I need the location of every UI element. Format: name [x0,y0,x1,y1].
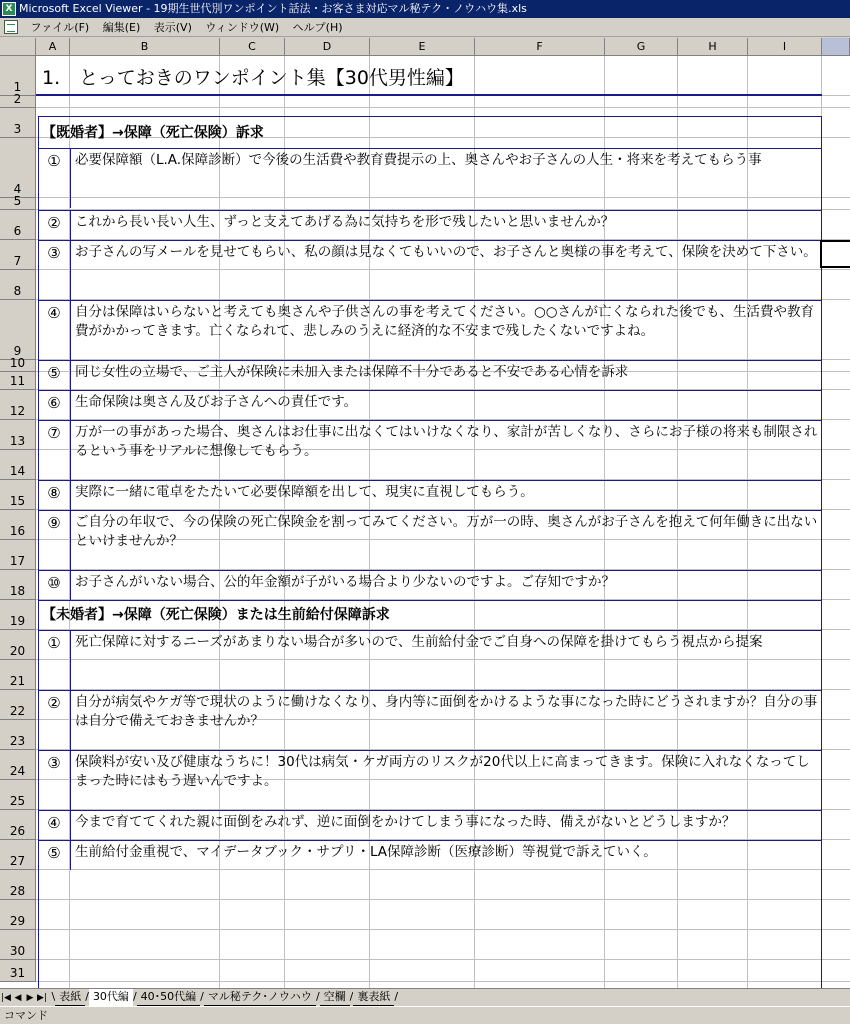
single-section-heading[interactable]: 【未婚者】→保障（死亡保険）または生前給付保障訴求 [42,607,390,623]
item-separator [38,630,822,631]
number-divider [70,840,71,870]
married-item-text[interactable]: ご自分の年収で、今の保険の死亡保険金を割ってみてください。万が一の時、奥さんがお子さんを抱えて何年働きに出ないといけませんか？ [75,514,818,549]
sheet-title[interactable]: 1. とっておきのワンポイント集【30代男性編】 [42,67,464,89]
row-number: 1 [13,80,22,94]
row-header[interactable] [0,780,36,810]
single-item-number: ⑤ [47,844,61,862]
number-divider [70,210,71,240]
item-separator [38,240,822,241]
row-number: 9 [13,344,22,358]
married-item-text[interactable]: お子さんの写メールを見せてもらい、私の顔は見なくてもいいので、お子さんと奥様の事を考えて、保険を決めて下さい。 [75,244,817,260]
number-divider [70,690,71,750]
married-item-number: ⑩ [47,574,61,592]
menu-window[interactable]: ウィンドウ(W) [205,21,280,34]
row-number: 17 [9,554,26,568]
sheet-tab-bar [0,988,850,1006]
sheet-tab[interactable]: マル秘テク･ノウハウ [204,989,316,1006]
row-header[interactable] [0,56,36,96]
row-header[interactable] [0,600,36,630]
row-number: 12 [9,404,26,418]
row-number: 21 [9,674,26,688]
row-header[interactable] [0,930,36,960]
sheet-tab[interactable]: 空欄 [320,989,350,1006]
row-header[interactable] [0,300,36,360]
row-number: 3 [13,122,22,136]
married-item-number: ③ [47,244,61,262]
single-item-text[interactable]: 保険料が安い及び健康なうちに！30代は病気・ケガ両方のリスクが20代以上に高まってきます。保険に入れなくなってしまった時にはもう遅いんですよ。 [75,754,810,789]
married-item-number: ② [47,214,61,232]
married-item-text[interactable]: 同じ女性の立場で、ご主人が保険に未加入または保障不十分であると不安である心情を訴求 [75,364,629,380]
prev-sheet-icon[interactable]: ◀ [14,993,22,1003]
row-number: 10 [9,356,26,370]
excel-app-icon: X [2,2,16,16]
row-number: 6 [13,224,22,238]
row-number: 28 [9,884,26,898]
row-header[interactable] [0,810,36,840]
tab-divider: / [349,990,354,1003]
menu-help[interactable]: ヘルプ(H) [292,21,343,34]
menu-edit[interactable]: 編集(E) [102,21,141,34]
row-header[interactable] [0,420,36,450]
item-separator [38,810,822,811]
tab-divider: \ [51,990,56,1003]
row-header[interactable] [0,900,36,930]
number-divider [70,480,71,510]
married-item-text[interactable]: 万が一の事があった場合、奥さんはお仕事に出なくてはいけなくなり、家計が苦しくなり、さらにお子様の将来も制限されるという事をリアルに想像してもらう。 [75,424,818,459]
item-separator [38,480,822,481]
section-separator [38,600,822,601]
row-header[interactable] [0,390,36,420]
row-header[interactable] [0,194,36,210]
row-number: 30 [9,944,26,958]
first-sheet-icon[interactable]: |◀ [1,993,11,1003]
column-header[interactable]: C [220,38,285,56]
row-header[interactable] [0,210,36,240]
menu-file[interactable]: ファイル(F) [30,21,90,34]
row-number: 27 [9,854,26,868]
row-number: 31 [9,966,26,980]
sheet-tab[interactable]: 40･50代編 [137,989,201,1006]
row-header[interactable] [0,372,36,390]
column-header[interactable]: F [475,38,605,56]
row-number: 18 [9,584,26,598]
number-divider [70,390,71,420]
married-item-text[interactable]: 自分は保障はいらないと考えても奥さんや子供さんの事を考えてください。○○さんが亡くなられた後でも、生活費や教育費がかかってきます。亡くなられて、悲しみのうえに経済的な不安まで残したくないですよね。 [75,304,815,339]
row-number: 11 [9,374,26,388]
married-item-text[interactable]: これから長い長い人生、ずっと支えてあげる為に気持ちを形で残したいと思いませんか？ [75,214,615,230]
status-bar [0,1006,850,1024]
worksheet-grid[interactable] [0,38,850,988]
column-header[interactable]: B [70,38,220,56]
married-item-number: ④ [47,304,61,322]
number-divider [70,810,71,840]
row-number: 24 [9,764,26,778]
row-number: 5 [13,194,22,208]
row-header[interactable] [0,450,36,480]
row-header[interactable] [0,138,36,198]
row-header[interactable] [0,720,36,750]
item-separator [38,360,822,361]
number-divider [70,240,71,300]
last-sheet-icon[interactable]: ▶| [37,993,47,1003]
item-separator [38,690,822,691]
row-header[interactable] [0,108,36,138]
item-separator [38,420,822,421]
row-header[interactable] [0,840,36,870]
married-item-number: ⑤ [47,364,61,382]
title-underline [36,94,822,96]
row-number: 7 [13,254,22,268]
window-title: Microsoft Excel Viewer - 19期生世代別ワンポイント話法・お客さま対応マル秘テク・ノウハウ集.xls [19,2,527,15]
row-number: 13 [9,434,26,448]
item-separator [38,390,822,391]
number-divider [70,360,71,390]
single-item-text[interactable]: 死亡保障に対するニーズがあまりない場合が多いので、生前給付金でご自身への保障を掛けてもらう視点から提案 [75,634,763,650]
married-item-text[interactable]: お子さんがいない場合、公的年金額が子がいる場合より少ないのですよ。ご存知ですか？ [75,574,615,590]
column-header[interactable]: G [605,38,678,56]
single-item-number: ① [47,634,61,652]
row-gridline [36,107,850,108]
row-header[interactable] [0,92,36,108]
single-item-text[interactable]: 今まで育ててくれた親に面倒をみれず、逆に面倒をかけてしまう事になった時、備えがないとどうしますか？ [75,814,736,830]
row-number: 26 [9,824,26,838]
active-cell-outline[interactable] [820,240,850,268]
number-divider [70,300,71,360]
number-divider [70,570,71,600]
row-number: 16 [9,524,26,538]
tab-divider: / [315,990,320,1003]
menu-view[interactable]: 表示(V) [153,21,192,34]
menu-bar [0,18,850,37]
row-header[interactable] [0,270,36,300]
row-header[interactable] [0,480,36,510]
row-number: 8 [13,284,22,298]
item-separator [38,210,822,211]
row-number: 29 [9,914,26,928]
sheet-tab[interactable]: 裏表紙 [353,989,394,1006]
married-section-heading[interactable]: 【既婚者】→保障（死亡保険）訴求 [42,125,264,141]
married-item-text[interactable]: 実際に一緒に電卓をたたいて必要保障額を出して、現実に直視してもらう。 [75,484,534,500]
column-header[interactable]: D [285,38,370,56]
column-header-overflow[interactable] [822,38,850,56]
tab-divider: / [85,990,89,1003]
number-divider [70,420,71,480]
married-item-text[interactable]: 生命保険は奥さん及びお子さんへの責任です。 [75,394,358,410]
single-item-text[interactable]: 生前給付金重視で、マイデータブック・サプリ・LA保障診断（医療診断）等視覚で訴えていく。 [75,844,657,860]
row-header[interactable] [0,690,36,720]
row-number: 25 [9,794,26,808]
row-number: 4 [13,182,22,196]
row-header[interactable] [0,510,36,540]
married-item-number: ⑥ [47,394,61,412]
title-bar [0,0,850,18]
married-item-number: ⑨ [47,514,61,532]
item-separator [38,510,822,511]
tab-divider: / [394,990,399,1003]
row-number: 19 [9,614,26,628]
married-item-number: ① [47,152,61,170]
row-number: 14 [9,464,26,478]
number-divider [70,510,71,570]
number-divider [70,148,71,208]
single-item-number: ④ [47,814,61,832]
row-header[interactable] [0,750,36,780]
row-number: 15 [9,494,26,508]
single-item-text[interactable]: 自分が病気やケガ等で現状のように働けなくなり、身内等に面倒をかけるような事になった時にどうされますか？自分の事は自分で備えておきませんか？ [75,694,818,729]
row-header[interactable] [0,960,36,982]
column-header[interactable]: I [748,38,822,56]
row-header[interactable] [0,356,36,372]
row-number: 22 [9,704,26,718]
married-item-number: ⑦ [47,424,61,442]
row-number: 2 [13,92,22,106]
tab-divider: / [132,990,137,1003]
item-separator [38,840,822,841]
item-separator [38,570,822,571]
sheet-tab[interactable]: 表紙 [55,989,85,1006]
column-header[interactable]: E [370,38,475,56]
column-header[interactable]: A [36,38,70,56]
item-separator [38,300,822,301]
next-sheet-icon[interactable]: ▶ [26,993,34,1003]
row-header[interactable] [0,240,36,270]
single-item-number: ② [47,694,61,712]
row-header[interactable] [0,540,36,570]
item-separator [38,148,822,149]
sheet-tab[interactable]: 30代編 [89,989,133,1006]
row-header[interactable] [0,660,36,690]
sheet-tabs [52,990,399,1003]
row-header[interactable] [0,870,36,900]
item-separator [38,750,822,751]
workbook-icon[interactable] [4,20,18,34]
row-header[interactable] [0,570,36,600]
married-item-text[interactable]: 必要保障額（L.A.保障診断）で今後の生活費や教育費提示の上、奥さんやお子さんの人生・将来を考えてもらう事 [75,152,762,168]
row-number: 20 [9,644,26,658]
number-divider [70,630,71,690]
status-text: コマンド [4,1009,48,1022]
single-item-number: ③ [47,754,61,772]
number-divider [70,750,71,810]
married-item-number: ⑧ [47,484,61,502]
tab-divider: / [200,990,204,1003]
row-header[interactable] [0,630,36,660]
column-header[interactable]: H [678,38,748,56]
select-all-corner[interactable] [0,38,36,56]
row-number: 23 [9,734,26,748]
